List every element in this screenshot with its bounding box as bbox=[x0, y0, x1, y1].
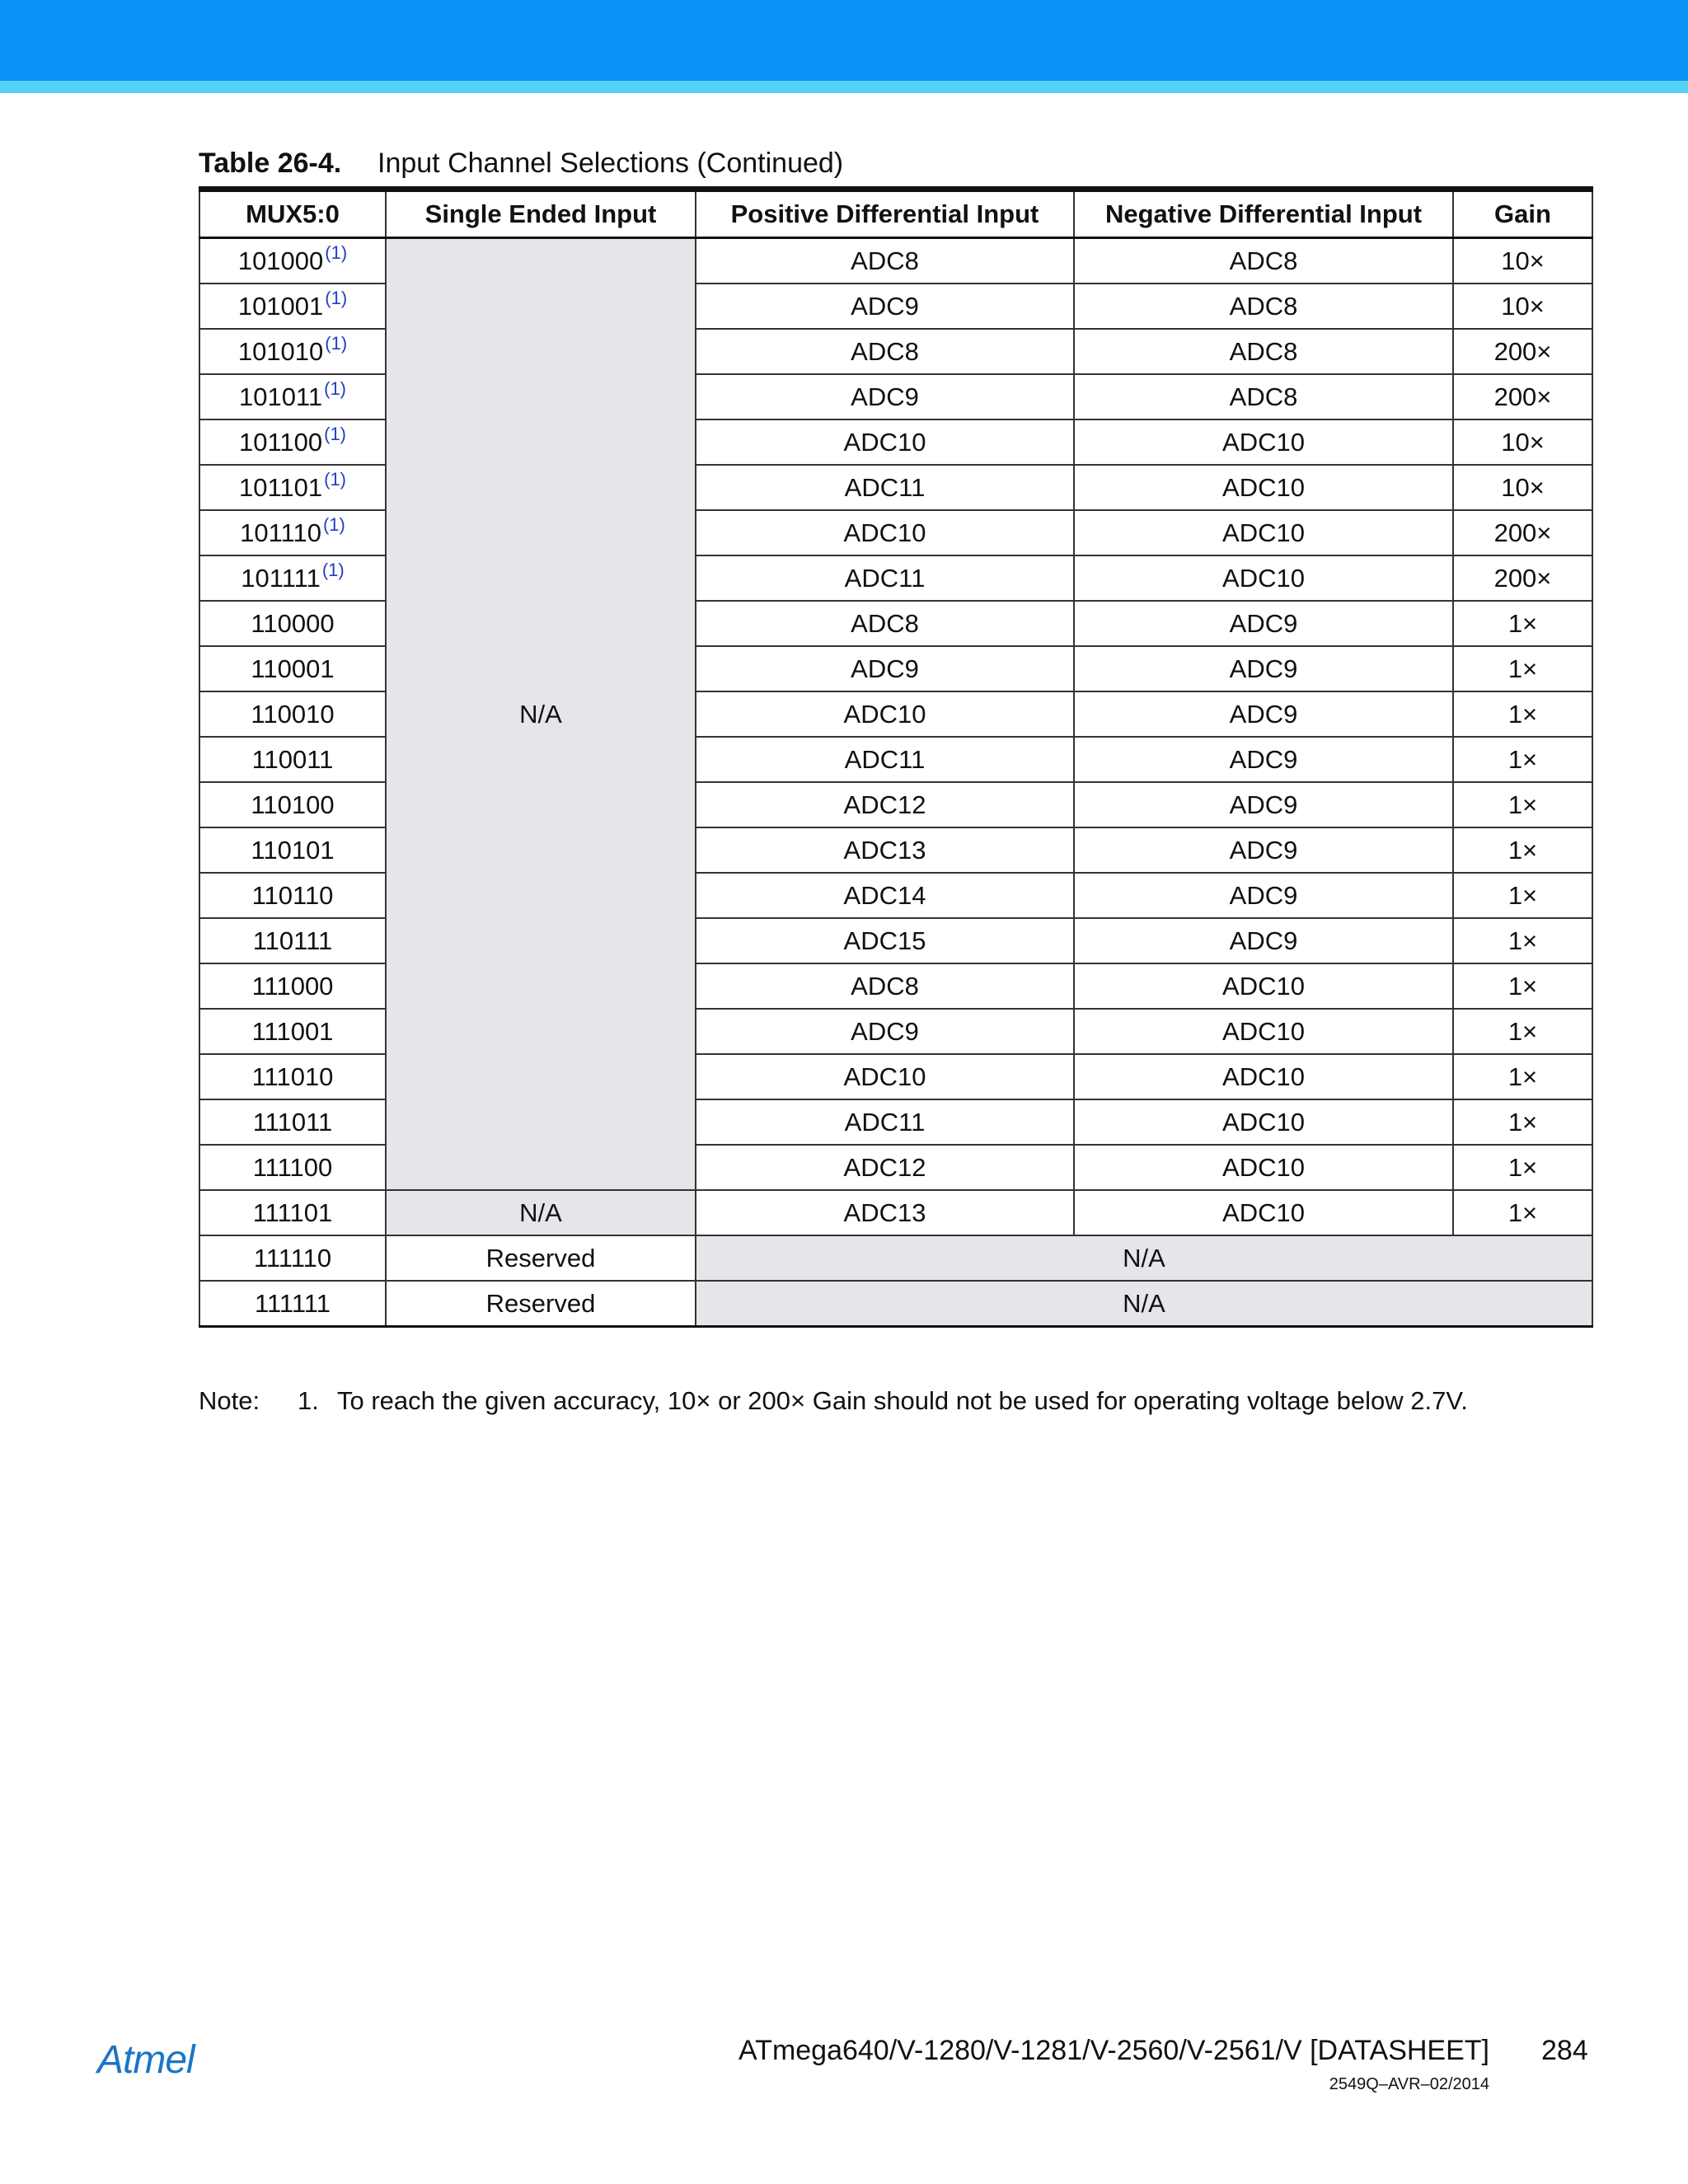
gain-cell-text: 1× bbox=[1507, 1198, 1538, 1227]
positive-differential-cell bbox=[696, 1099, 1074, 1145]
positive-differential-cell-text: ADC8 bbox=[851, 246, 919, 275]
table-row bbox=[199, 238, 1592, 284]
mux-cell-text: 101101 bbox=[238, 473, 323, 502]
table-row bbox=[199, 1190, 1592, 1235]
positive-differential-cell-text: ADC10 bbox=[843, 1062, 926, 1091]
mux-cell bbox=[199, 284, 386, 329]
negative-differential-cell bbox=[1074, 1190, 1453, 1235]
mux-cell-text: 101110 bbox=[240, 518, 321, 547]
negative-differential-cell bbox=[1074, 1099, 1453, 1145]
positive-differential-cell bbox=[696, 374, 1074, 419]
mux-cell bbox=[199, 737, 386, 782]
positive-differential-cell bbox=[696, 737, 1074, 782]
mux-cell-text: 101111 bbox=[241, 564, 321, 593]
mux-cell bbox=[199, 510, 386, 555]
gain-cell-text: 1× bbox=[1507, 700, 1538, 729]
negative-differential-cell bbox=[1074, 918, 1453, 963]
header-stripe bbox=[0, 81, 1688, 93]
gain-cell bbox=[1453, 873, 1592, 918]
gain-cell-text: 10× bbox=[1501, 473, 1545, 502]
mux-cell bbox=[199, 918, 386, 963]
single-ended-cell bbox=[386, 1281, 696, 1327]
gain-cell-text: 1× bbox=[1507, 654, 1538, 683]
gain-cell bbox=[1453, 1190, 1592, 1235]
negative-differential-cell bbox=[1074, 691, 1453, 737]
atmel-logo bbox=[96, 2036, 237, 2085]
gain-cell bbox=[1453, 465, 1592, 510]
header-band bbox=[0, 0, 1688, 81]
gain-cell-text: 1× bbox=[1507, 1017, 1538, 1046]
negative-differential-cell-text: ADC9 bbox=[1229, 836, 1298, 865]
header-negative-differential: Negative Differential Input bbox=[1074, 190, 1453, 238]
mux-cell bbox=[199, 465, 386, 510]
gain-cell bbox=[1453, 918, 1592, 963]
negative-differential-cell bbox=[1074, 419, 1453, 465]
positive-differential-cell bbox=[696, 1009, 1074, 1054]
positive-differential-cell-text: ADC13 bbox=[843, 836, 926, 865]
footnote-ref[interactable]: (1) bbox=[322, 514, 345, 535]
mux-cell bbox=[199, 782, 386, 827]
mux-cell-text: 111100 bbox=[252, 1153, 333, 1182]
mux-cell-text: 110100 bbox=[251, 790, 335, 819]
positive-differential-cell bbox=[696, 329, 1074, 374]
negative-differential-cell bbox=[1074, 646, 1453, 691]
negative-differential-cell-text: ADC9 bbox=[1229, 609, 1298, 638]
negative-differential-cell bbox=[1074, 737, 1453, 782]
positive-differential-cell bbox=[696, 555, 1074, 601]
positive-differential-cell bbox=[696, 284, 1074, 329]
footnote-ref[interactable]: (1) bbox=[325, 288, 348, 308]
differential-na-cell bbox=[696, 1281, 1592, 1327]
positive-differential-cell-text: ADC15 bbox=[843, 926, 926, 955]
negative-differential-cell bbox=[1074, 465, 1453, 510]
differential-na-cell-text: N/A bbox=[1123, 1244, 1165, 1272]
gain-cell-text: 200× bbox=[1493, 564, 1552, 593]
note-number: 1. bbox=[298, 1386, 319, 1415]
header-gain: Gain bbox=[1453, 190, 1592, 238]
gain-cell-text: 1× bbox=[1507, 972, 1538, 1001]
gain-cell bbox=[1453, 737, 1592, 782]
positive-differential-cell-text: ADC13 bbox=[843, 1198, 926, 1227]
mux-cell-text: 101001 bbox=[237, 292, 324, 321]
footnote-ref[interactable]: (1) bbox=[325, 333, 348, 354]
negative-differential-cell-text: ADC9 bbox=[1229, 700, 1298, 729]
table-row bbox=[199, 1235, 1592, 1281]
mux-cell-text: 111101 bbox=[252, 1198, 333, 1227]
note-label: Note: bbox=[199, 1386, 260, 1415]
gain-cell bbox=[1453, 284, 1592, 329]
positive-differential-cell-text: ADC10 bbox=[843, 428, 926, 457]
single-ended-cell-text: Reserved bbox=[485, 1244, 596, 1272]
footer-page-number: 284 bbox=[1541, 2035, 1588, 2066]
gain-cell-text: 1× bbox=[1507, 1108, 1538, 1137]
mux-cell bbox=[199, 873, 386, 918]
negative-differential-cell bbox=[1074, 329, 1453, 374]
mux-cell-text: 111110 bbox=[253, 1244, 332, 1272]
positive-differential-cell-text: ADC11 bbox=[844, 473, 926, 502]
positive-differential-cell bbox=[696, 1190, 1074, 1235]
mux-cell-text: 110111 bbox=[252, 926, 333, 955]
positive-differential-cell-text: ADC12 bbox=[843, 790, 926, 819]
table-note bbox=[199, 1383, 1468, 1419]
negative-differential-cell-text: ADC9 bbox=[1229, 654, 1298, 683]
table-header-row bbox=[199, 190, 1592, 238]
negative-differential-cell-text: ADC8 bbox=[1229, 382, 1298, 411]
gain-cell-text: 1× bbox=[1507, 881, 1538, 910]
positive-differential-cell-text: ADC11 bbox=[844, 564, 926, 593]
positive-differential-cell bbox=[696, 465, 1074, 510]
gain-cell bbox=[1453, 1054, 1592, 1099]
differential-na-cell bbox=[696, 1235, 1592, 1281]
negative-differential-cell bbox=[1074, 601, 1453, 646]
positive-differential-cell bbox=[696, 1145, 1074, 1190]
table-caption-label: Table 26-4. bbox=[199, 148, 342, 179]
mux-cell-text: 101000 bbox=[237, 246, 324, 275]
header-positive-differential: Positive Differential Input bbox=[696, 190, 1074, 238]
table-body bbox=[199, 238, 1592, 1327]
mux-cell-text: 111000 bbox=[251, 972, 334, 1001]
negative-differential-cell-text: ADC9 bbox=[1229, 926, 1298, 955]
negative-differential-cell-text: ADC8 bbox=[1229, 292, 1298, 321]
negative-differential-cell bbox=[1074, 238, 1453, 284]
single-ended-merged-cell bbox=[386, 238, 696, 1191]
positive-differential-cell-text: ADC9 bbox=[851, 382, 919, 411]
mux-cell-text: 110110 bbox=[251, 881, 334, 910]
mux-cell bbox=[199, 1099, 386, 1145]
positive-differential-cell-text: ADC9 bbox=[851, 1017, 919, 1046]
positive-differential-cell-text: ADC11 bbox=[844, 745, 926, 774]
gain-cell bbox=[1453, 1145, 1592, 1190]
positive-differential-cell-text: ADC8 bbox=[851, 609, 919, 638]
positive-differential-cell-text: ADC8 bbox=[851, 972, 919, 1001]
mux-cell bbox=[199, 963, 386, 1009]
mux-cell-text: 101100 bbox=[238, 428, 323, 457]
negative-differential-cell bbox=[1074, 1145, 1453, 1190]
mux-cell-text: 111001 bbox=[251, 1017, 334, 1046]
mux-cell bbox=[199, 1009, 386, 1054]
negative-differential-cell bbox=[1074, 873, 1453, 918]
mux-cell bbox=[199, 827, 386, 873]
negative-differential-cell-text: ADC10 bbox=[1222, 1017, 1305, 1046]
mux-cell-text: 110001 bbox=[251, 654, 335, 683]
negative-differential-cell bbox=[1074, 963, 1453, 1009]
positive-differential-cell bbox=[696, 782, 1074, 827]
mux-cell-text: 111011 bbox=[252, 1108, 333, 1137]
gain-cell-text: 1× bbox=[1507, 609, 1538, 638]
differential-na-cell-text: N/A bbox=[1123, 1289, 1165, 1318]
positive-differential-cell bbox=[696, 827, 1074, 873]
mux-cell bbox=[199, 374, 386, 419]
positive-differential-cell bbox=[696, 238, 1074, 284]
negative-differential-cell bbox=[1074, 374, 1453, 419]
negative-differential-cell bbox=[1074, 782, 1453, 827]
negative-differential-cell-text: ADC8 bbox=[1229, 246, 1298, 275]
gain-cell-text: 200× bbox=[1493, 382, 1552, 411]
mux-cell bbox=[199, 1054, 386, 1099]
positive-differential-cell bbox=[696, 1054, 1074, 1099]
footnote-ref[interactable]: (1) bbox=[324, 378, 347, 399]
gain-cell-text: 10× bbox=[1501, 246, 1545, 275]
gain-cell bbox=[1453, 1099, 1592, 1145]
single-ended-cell bbox=[386, 1190, 696, 1235]
footnote-ref[interactable]: (1) bbox=[324, 469, 347, 490]
gain-cell bbox=[1453, 1009, 1592, 1054]
mux-cell bbox=[199, 1145, 386, 1190]
gain-cell bbox=[1453, 646, 1592, 691]
gain-cell-text: 1× bbox=[1507, 926, 1538, 955]
positive-differential-cell bbox=[696, 510, 1074, 555]
gain-cell bbox=[1453, 827, 1592, 873]
negative-differential-cell-text: ADC10 bbox=[1222, 518, 1305, 547]
single-ended-cell-text: Reserved bbox=[485, 1289, 596, 1318]
positive-differential-cell-text: ADC9 bbox=[851, 654, 919, 683]
negative-differential-cell-text: ADC10 bbox=[1222, 972, 1305, 1001]
gain-cell bbox=[1453, 510, 1592, 555]
footer-doc-title: ATmega640/V-1280/V-1281/V-2560/V-2561/V [DATASHEET] bbox=[738, 2035, 1489, 2066]
positive-differential-cell bbox=[696, 691, 1074, 737]
positive-differential-cell-text: ADC11 bbox=[844, 1108, 926, 1137]
negative-differential-cell bbox=[1074, 827, 1453, 873]
footnote-ref[interactable]: (1) bbox=[325, 242, 348, 263]
table-caption-title: Input Channel Selections (Continued) bbox=[377, 148, 844, 179]
negative-differential-cell bbox=[1074, 1054, 1453, 1099]
mux-cell bbox=[199, 329, 386, 374]
mux-cell-text: 101011 bbox=[238, 382, 323, 411]
mux-cell bbox=[199, 419, 386, 465]
single-ended-cell bbox=[386, 1235, 696, 1281]
mux-cell bbox=[199, 1281, 386, 1327]
mux-cell bbox=[199, 646, 386, 691]
negative-differential-cell-text: ADC9 bbox=[1229, 881, 1298, 910]
single-ended-merged-cell-text: N/A bbox=[519, 700, 562, 729]
negative-differential-cell-text: ADC10 bbox=[1222, 1062, 1305, 1091]
positive-differential-cell bbox=[696, 963, 1074, 1009]
mux-cell bbox=[199, 1235, 386, 1281]
note-text: To reach the given accuracy, 10× or 200× Gain should not be used for operating voltage below 2.7V. bbox=[337, 1386, 1468, 1415]
gain-cell-text: 200× bbox=[1493, 337, 1552, 366]
positive-differential-cell-text: ADC10 bbox=[843, 518, 926, 547]
negative-differential-cell-text: ADC9 bbox=[1229, 790, 1298, 819]
negative-differential-cell bbox=[1074, 555, 1453, 601]
gain-cell bbox=[1453, 555, 1592, 601]
mux-cell bbox=[199, 555, 386, 601]
mux-cell-text: 111010 bbox=[251, 1062, 334, 1091]
mux-cell-text: 101010 bbox=[237, 337, 324, 366]
footnote-ref[interactable]: (1) bbox=[321, 560, 345, 580]
mux-cell-text: 111111 bbox=[255, 1289, 331, 1318]
positive-differential-cell bbox=[696, 419, 1074, 465]
header-single-ended: Single Ended Input bbox=[386, 190, 696, 238]
negative-differential-cell-text: ADC9 bbox=[1229, 745, 1298, 774]
gain-cell bbox=[1453, 238, 1592, 284]
footer-doc-code: 2549Q–AVR–02/2014 bbox=[1329, 2075, 1489, 2093]
header-mux: MUX5:0 bbox=[199, 190, 386, 238]
positive-differential-cell-text: ADC8 bbox=[851, 337, 919, 366]
mux-cell bbox=[199, 238, 386, 284]
gain-cell bbox=[1453, 691, 1592, 737]
gain-cell bbox=[1453, 419, 1592, 465]
positive-differential-cell bbox=[696, 646, 1074, 691]
gain-cell-text: 10× bbox=[1501, 292, 1545, 321]
negative-differential-cell-text: ADC10 bbox=[1222, 428, 1305, 457]
mux-cell-text: 110000 bbox=[251, 609, 335, 638]
positive-differential-cell bbox=[696, 873, 1074, 918]
positive-differential-cell-text: ADC12 bbox=[843, 1153, 926, 1182]
gain-cell bbox=[1453, 374, 1592, 419]
mux-cell-text: 110010 bbox=[251, 700, 335, 729]
negative-differential-cell-text: ADC10 bbox=[1222, 1198, 1305, 1227]
mux-cell-text: 110011 bbox=[251, 745, 334, 774]
positive-differential-cell-text: ADC9 bbox=[851, 292, 919, 321]
gain-cell-text: 1× bbox=[1507, 1062, 1538, 1091]
gain-cell bbox=[1453, 782, 1592, 827]
gain-cell-text: 10× bbox=[1501, 428, 1545, 457]
input-channel-table bbox=[199, 186, 1593, 1328]
single-ended-cell-text: N/A bbox=[519, 1198, 562, 1227]
negative-differential-cell bbox=[1074, 1009, 1453, 1054]
table-caption bbox=[199, 145, 843, 181]
positive-differential-cell-text: ADC14 bbox=[843, 881, 926, 910]
gain-cell-text: 1× bbox=[1507, 836, 1538, 865]
negative-differential-cell-text: ADC10 bbox=[1222, 473, 1305, 502]
gain-cell-text: 1× bbox=[1507, 1153, 1538, 1182]
footnote-ref[interactable]: (1) bbox=[324, 424, 347, 444]
gain-cell bbox=[1453, 329, 1592, 374]
mux-cell bbox=[199, 1190, 386, 1235]
negative-differential-cell-text: ADC8 bbox=[1229, 337, 1298, 366]
gain-cell bbox=[1453, 963, 1592, 1009]
negative-differential-cell bbox=[1074, 284, 1453, 329]
table-row bbox=[199, 1281, 1592, 1327]
mux-cell-text: 110101 bbox=[251, 836, 335, 865]
negative-differential-cell-text: ADC10 bbox=[1222, 1108, 1305, 1137]
mux-cell bbox=[199, 601, 386, 646]
atmel-logo-text: Atmel bbox=[97, 2038, 195, 2082]
gain-cell bbox=[1453, 601, 1592, 646]
gain-cell-text: 1× bbox=[1507, 790, 1538, 819]
negative-differential-cell-text: ADC10 bbox=[1222, 564, 1305, 593]
positive-differential-cell bbox=[696, 918, 1074, 963]
positive-differential-cell bbox=[696, 601, 1074, 646]
mux-cell bbox=[199, 691, 386, 737]
positive-differential-cell-text: ADC10 bbox=[843, 700, 926, 729]
gain-cell-text: 200× bbox=[1493, 518, 1552, 547]
negative-differential-cell-text: ADC10 bbox=[1222, 1153, 1305, 1182]
gain-cell-text: 1× bbox=[1507, 745, 1538, 774]
negative-differential-cell bbox=[1074, 510, 1453, 555]
